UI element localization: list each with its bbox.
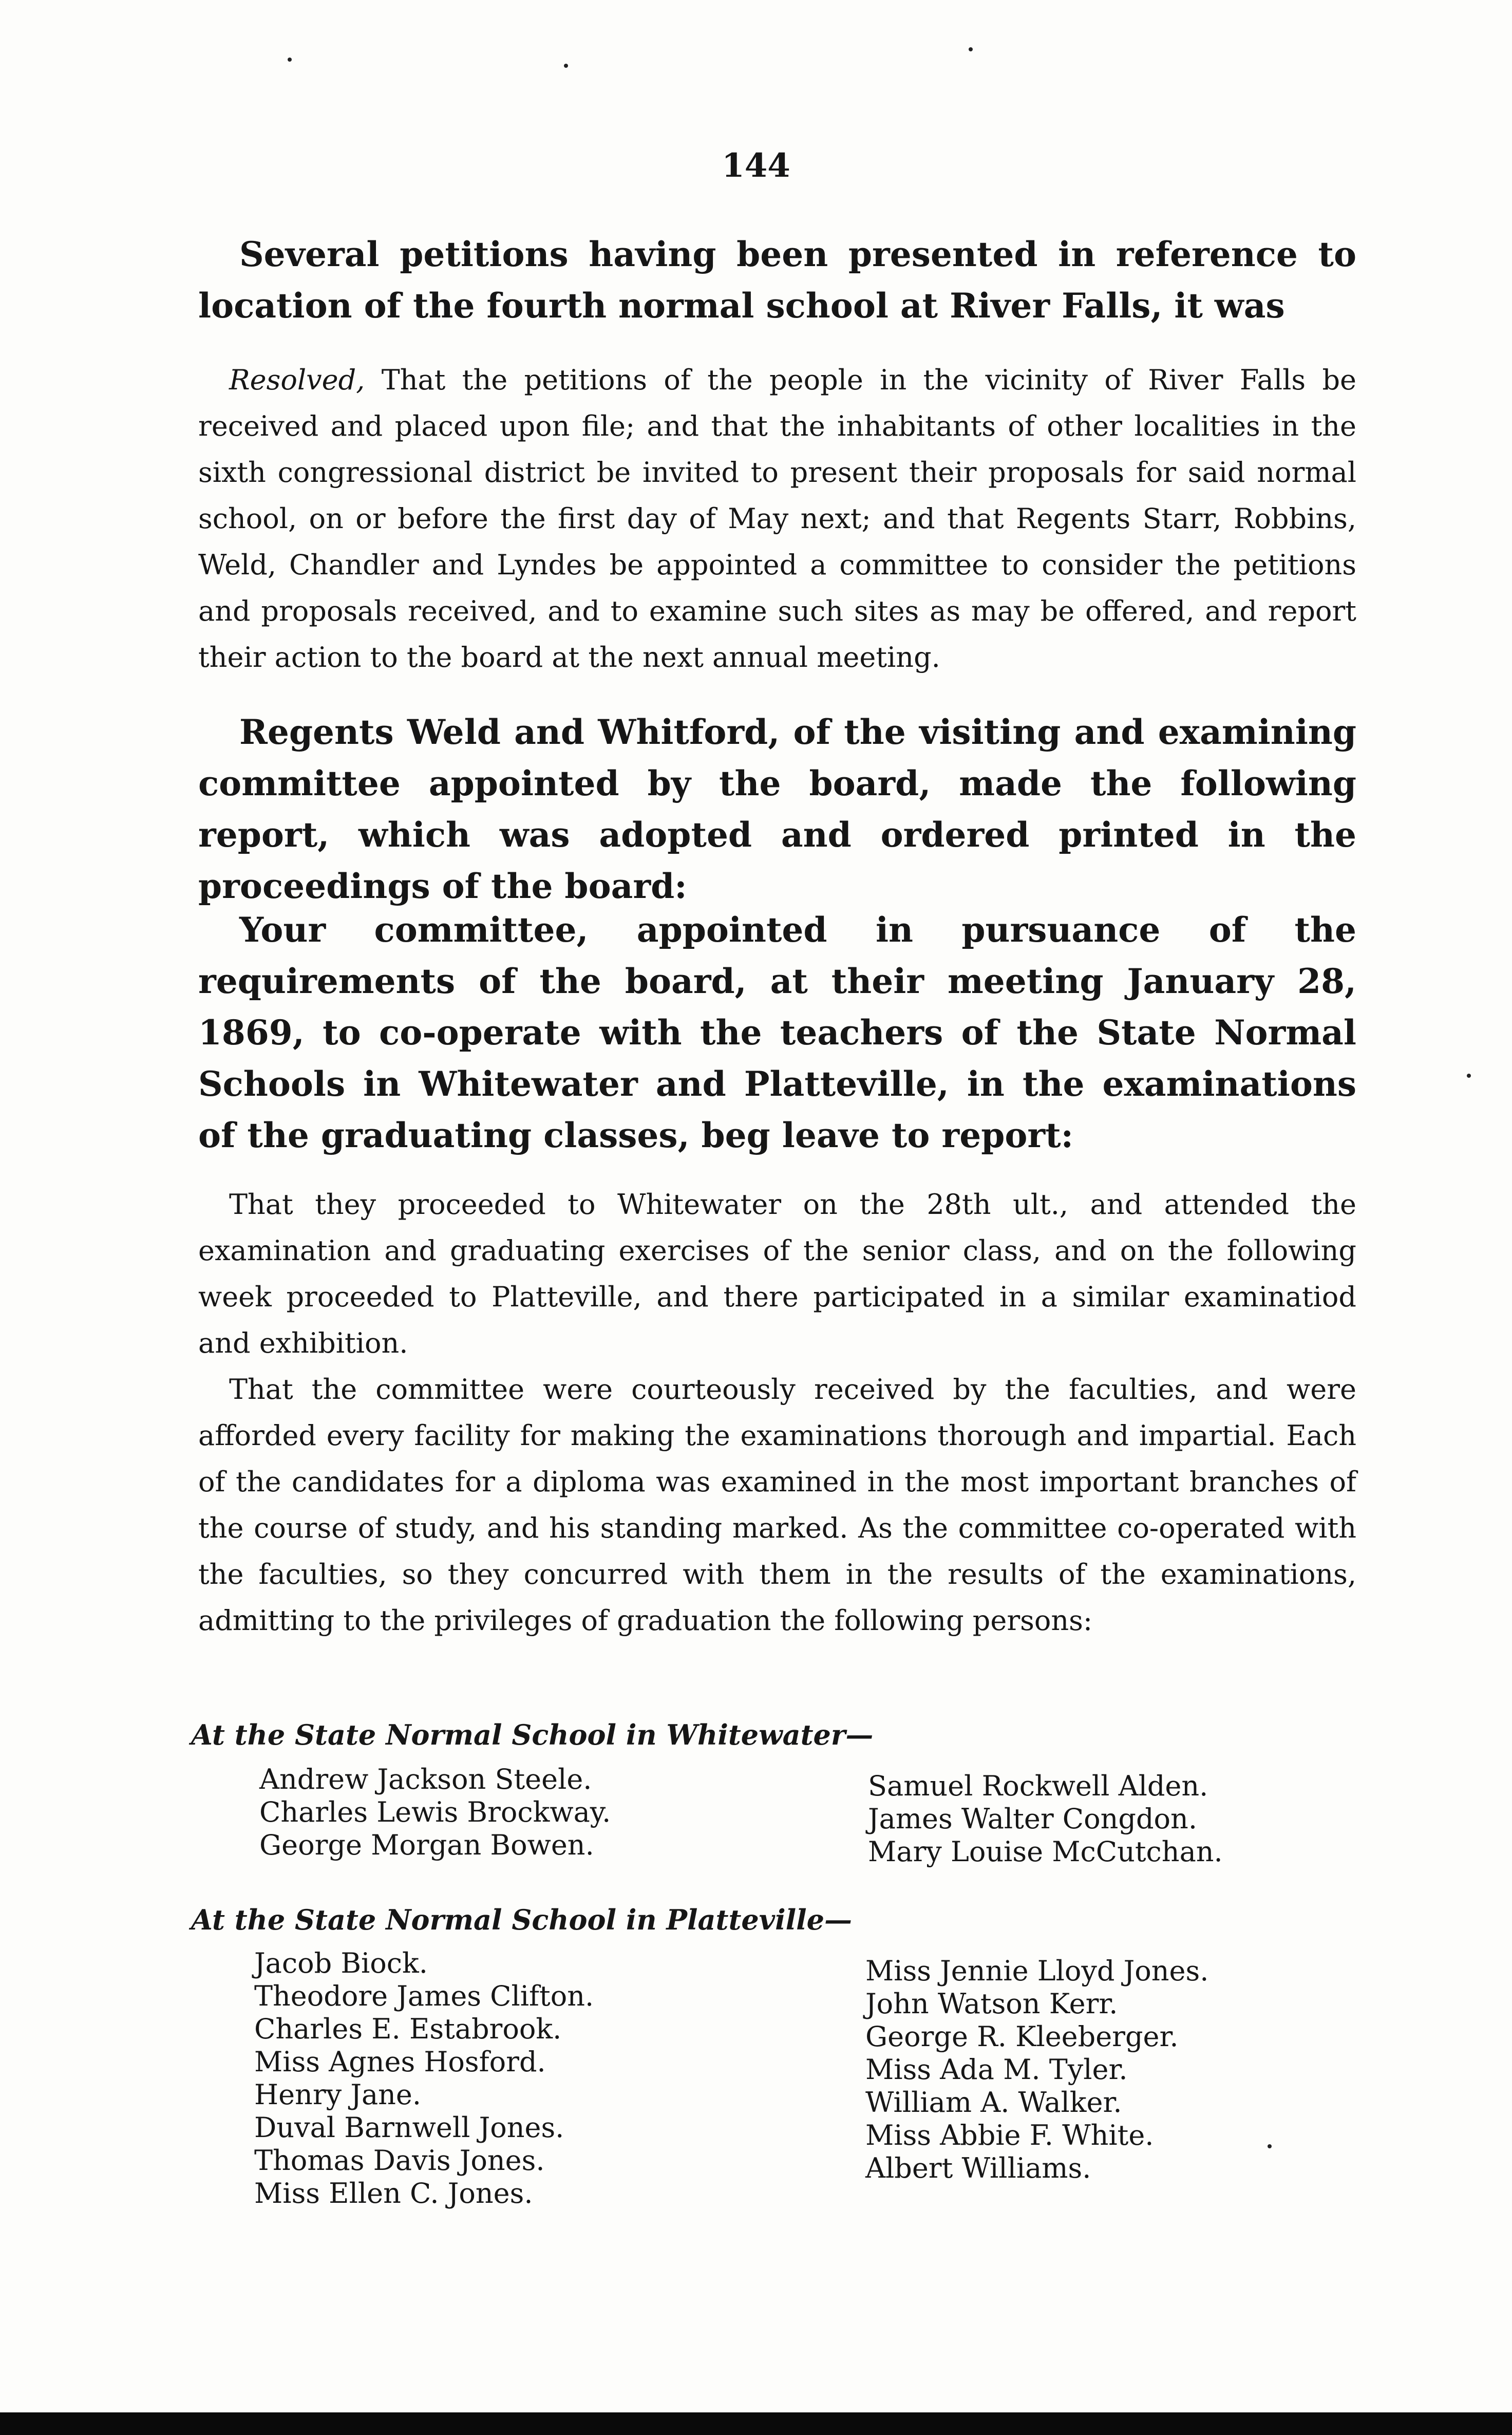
graduate-name: Theodore James Clifton.: [254, 1980, 594, 2012]
graduate-name: Miss Abbie F. White.: [865, 2119, 1154, 2151]
graduate-name: George R. Kleeberger.: [865, 2020, 1179, 2053]
graduate-name: William A. Walker.: [865, 2086, 1122, 2119]
graduate-name: Samuel Rockwell Alden.: [868, 1770, 1208, 1802]
graduate-name: Andrew Jackson Steele.: [259, 1763, 592, 1795]
graduate-name: Thomas Davis Jones.: [254, 2144, 545, 2177]
proceeded-paragraph: That they proceeded to Whitewater on the 28th ult., and attended the examination and graduating exercises of the senior class, and on the following week proceeded to Platteville, and there participated in a similar examinatiod and exhibition.: [198, 1188, 1356, 1359]
received-paragraph: That the committee were courteously received by the faculties, and were afforded every facility for making the examinations thorough and impartial. Each of the candidates for a diploma was examined in the most important branches of the course of study, and his standing marked. As the committee co-operated with the faculties, so they concurred with them in the results of the examinations, admitting to the privileges of graduation the following persons:: [198, 1373, 1356, 1637]
graduate-name: Charles Lewis Brockway.: [259, 1796, 611, 1828]
graduate-name: Albert Williams.: [865, 2152, 1091, 2184]
graduate-name: George Morgan Bowen.: [259, 1829, 594, 1861]
graduate-name: Henry Jane.: [254, 2078, 422, 2111]
petitions-paragraph: Several petitions having been presented in reference to location of the fourth normal school at River Falls, it was: [198, 234, 1356, 326]
platteville-left-list: [254, 1947, 594, 2210]
graduate-name: Miss Ellen C. Jones.: [254, 2177, 533, 2209]
print-speck: [1467, 1074, 1471, 1078]
graduate-name: Charles E. Estabrook.: [254, 2013, 562, 2045]
graduate-name: James Walter Congdon.: [868, 1803, 1197, 1835]
print-speck: [564, 64, 568, 68]
whitewater-right-list: [868, 1770, 1223, 1868]
resolved-label: Resolved,: [229, 364, 365, 396]
graduate-name: John Watson Kerr.: [865, 1988, 1118, 2020]
resolution-paragraph: [198, 357, 1356, 681]
print-speck: [288, 58, 292, 62]
graduate-name: Miss Agnes Hosford.: [254, 2046, 546, 2078]
print-speck: [1268, 2144, 1272, 2148]
graduate-name: Mary Louise McCutchan.: [868, 1835, 1223, 1868]
graduate-name: Miss Jennie Lloyd Jones.: [865, 1955, 1209, 1987]
whitewater-left-list: [259, 1763, 611, 1862]
committee-paragraph: Your committee, appointed in pursuance of the requirements of the board, at their meeting January 28, 1869, to co-operate with the teachers of the State Normal Schools in Whitewater and Platteville, in the examinations of the graduating classes, beg leave to report:: [198, 910, 1356, 1155]
scan-edge-bar: [0, 2412, 1512, 2435]
whitewater-heading: At the State Normal School in Whitewater—: [191, 1718, 874, 1751]
regents-report-paragraph: Regents Weld and Whitford, of the visiting and examining committee appointed by the board, made the following report, which was adopted and ordered printed in the proceedings of the board:: [198, 712, 1356, 906]
page-number: 144: [722, 146, 790, 185]
platteville-heading: At the State Normal School in Platteville—: [191, 1903, 853, 1936]
graduate-name: Jacob Biock.: [254, 1947, 428, 1979]
graduate-name: Miss Ada M. Tyler.: [865, 2053, 1128, 2086]
platteville-right-list: [865, 1955, 1208, 2185]
resolution-text: That the petitions of the people in the vicinity of River Falls be received and placed upon file; and that the inhabitants of other localities in the sixth congressional district be invited to present their proposals for said normal school, on or before the first day of May next; and that Regents Starr, Robbins, Weld, Chandler and Lyndes be appointed a committee to consider the petitions and proposals received, and to examine such sites as may be offered, and report their action to the board at the next annual meeting.: [198, 364, 1356, 673]
graduate-name: Duval Barnwell Jones.: [254, 2111, 564, 2144]
print-speck: [969, 47, 973, 51]
